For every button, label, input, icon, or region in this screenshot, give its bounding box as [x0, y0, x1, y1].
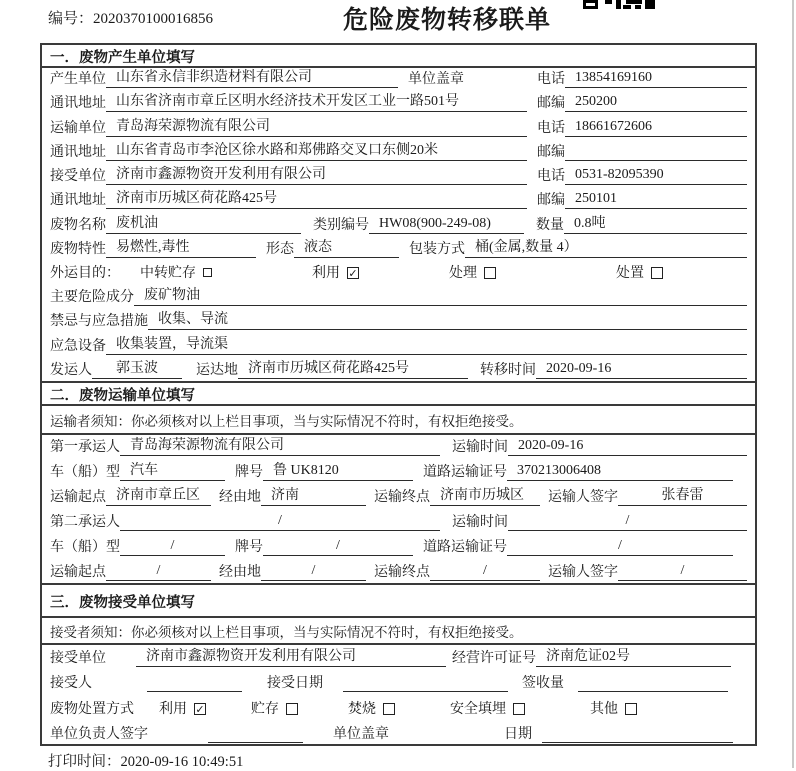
second-carrier-label: 第二承运人 [50, 515, 120, 530]
section1-body [42, 68, 755, 383]
second-vehicle-row [42, 535, 755, 560]
waste-property-row [42, 238, 755, 262]
transport-unit-label: 运输单位 [50, 120, 106, 136]
route-via2-value: / [261, 563, 366, 581]
purpose-option-transfer-storage [140, 262, 212, 282]
route-start-value: 济南市章丘区 [106, 484, 211, 506]
page-scan-edge [792, 0, 794, 768]
transport-zip-label: 邮编 [537, 144, 565, 160]
waste-code-label: 类别编号 [313, 217, 369, 233]
waste-name-value: 废机油 [106, 212, 301, 234]
receive-phone-label: 电话 [537, 169, 565, 185]
first-route-row [42, 485, 755, 510]
road-permit-value: 370213006408 [507, 463, 733, 481]
accept-date-label: 接受日期 [267, 676, 323, 691]
waste-name-label: 废物名称 [50, 217, 106, 233]
transport-address-value: 山东省青岛市李沧区徐水路和郑佛路交叉口东侧20米 [106, 139, 527, 161]
transport-time2-label: 运输时间 [452, 515, 508, 530]
license-value: 济南危证02号 [536, 645, 731, 667]
vehicle-type2-value: / [120, 538, 225, 556]
disposal-utilize-checkbox: ✓ [195, 702, 205, 716]
purpose-option-label: 利用 [312, 265, 340, 281]
transfer-form-table [40, 43, 757, 746]
purpose-option-treat [449, 262, 496, 282]
transport-purpose-row [42, 262, 755, 286]
receive-address-value: 济南市历城区荷花路425号 [106, 187, 527, 209]
waste-qty-value: 0.8吨 [564, 212, 747, 234]
route-via2-label: 经由地 [219, 565, 261, 580]
purpose-option-label: 中转贮存 [140, 265, 196, 281]
serial-number-line [48, 7, 213, 28]
producer-value: 山东省永信非织造材料有限公司 [106, 66, 398, 88]
producer-label: 产生单位 [50, 72, 106, 88]
receive-unit2-value: 济南市鑫源物资开发利用有限公司 [136, 645, 446, 667]
disposal-option-label: 焚烧 [348, 701, 376, 717]
disposal-option-label: 安全填埋 [450, 701, 506, 717]
first-vehicle-row [42, 460, 755, 485]
vehicle-type-value: 汽车 [120, 459, 225, 481]
purpose-option-dispose [616, 262, 663, 282]
first-carrier-value: 青岛海荣源物流有限公司 [120, 434, 440, 456]
transfer-storage-checkbox [203, 268, 212, 277]
vehicle-type-label: 车（船）型 [50, 465, 120, 480]
section1-header: 一．废物产生单位填写 [42, 45, 755, 68]
receive-zip-value: 250101 [565, 191, 747, 209]
transport-address-row [42, 141, 755, 165]
waste-code-value: HW08(900-249-08) [369, 216, 524, 234]
destination-value: 济南市历城区荷花路425号 [238, 357, 468, 379]
purpose-option-utilize [312, 262, 359, 282]
responsible-sign-row [42, 722, 755, 748]
producer-phone-label: 电话 [537, 72, 565, 88]
vehicle-type2-label: 车（船）型 [50, 540, 120, 555]
receive-zip-label: 邮编 [537, 193, 565, 209]
disposal-option-incinerate [348, 698, 395, 718]
license-label: 经营许可证号 [452, 650, 536, 666]
plate2-value: / [263, 538, 413, 556]
packing-value: 桶(金属,数量 4） [465, 236, 747, 258]
dispatcher-row [42, 359, 755, 383]
responsible-sign-label: 单位负责人签字 [50, 727, 148, 742]
receive-address-row [42, 189, 755, 213]
plate-value: 鲁 UK8120 [263, 459, 413, 481]
transport-phone-value: 18661672606 [565, 119, 747, 137]
destination-label: 运达地 [196, 362, 238, 378]
transport-unit-value: 青岛海荣源物流有限公司 [106, 115, 527, 137]
transfer-time-label: 转移时间 [480, 362, 536, 378]
purpose-option-label: 处理 [449, 265, 477, 281]
taboo-measures-row [42, 310, 755, 334]
route-start2-label: 运输起点 [50, 565, 106, 580]
date-value [542, 741, 733, 743]
section3-body [42, 645, 755, 747]
second-carrier-row [42, 510, 755, 535]
disposal-option-other [590, 698, 637, 718]
disposal-option-label: 其他 [590, 701, 618, 717]
page-title: 危险废物转移联单 [342, 7, 551, 34]
waste-property-label: 废物特性 [50, 241, 106, 257]
section2-header: 二．废物运输单位填写 [42, 383, 755, 406]
date-label: 日期 [504, 727, 532, 742]
waste-form-label: 形态 [266, 241, 294, 257]
transport-phone-label: 电话 [537, 120, 565, 136]
producer-zip-label: 邮编 [537, 96, 565, 112]
receive-unit2-row [42, 645, 755, 671]
receive-unit-row [42, 165, 755, 189]
hazard-component-row [42, 286, 755, 310]
waste-name-row [42, 213, 755, 237]
receipt-qty-value [578, 690, 728, 692]
carrier-sign-label: 运输人签字 [548, 490, 618, 505]
disposal-incinerate-checkbox [383, 703, 395, 715]
disposal-method-row [42, 696, 755, 722]
road-permit2-label: 道路运输证号 [423, 540, 507, 555]
road-permit-label: 道路运输证号 [423, 465, 507, 480]
transport-purpose-label: 外运目的： [50, 265, 120, 281]
waste-qty-label: 数量 [536, 217, 564, 233]
emergency-equipment-row [42, 334, 755, 358]
producer-address-row [42, 92, 755, 116]
second-route-row [42, 560, 755, 585]
disposal-option-utilize [159, 698, 206, 718]
receive-address-label: 通讯地址 [50, 193, 106, 209]
producer-address-label: 通讯地址 [50, 96, 106, 112]
disposal-other-checkbox [625, 703, 637, 715]
hazard-component-label: 主要危险成分 [50, 290, 134, 306]
disposal-storage-checkbox [286, 703, 298, 715]
dispatcher-value: 郭玉波 [92, 357, 182, 379]
route-end-label: 运输终点 [374, 490, 430, 505]
utilize-checkbox: ✓ [348, 266, 358, 280]
receive-unit2-label: 接受单位 [50, 650, 106, 666]
qr-code-fragment-icon [583, 0, 655, 10]
transport-address-label: 通讯地址 [50, 144, 106, 160]
emergency-equipment-value: 收集装置，导流渠 [106, 333, 747, 355]
second-carrier-value: / [120, 513, 440, 531]
disposal-landfill-checkbox [513, 703, 525, 715]
transport-zip-value [565, 159, 747, 161]
serial-number: 2020370100016856 [93, 11, 214, 27]
producer-row [42, 68, 755, 92]
print-time-value: 2020-09-16 10:49:51 [120, 754, 244, 770]
responsible-sign-value [208, 741, 303, 743]
producer-phone-value: 13854169160 [565, 70, 747, 88]
accept-date-value [343, 690, 508, 692]
plate-label: 牌号 [235, 465, 263, 480]
carrier-sign2-label: 运输人签字 [548, 565, 618, 580]
transport-time2-value: / [508, 513, 747, 531]
hazard-component-value: 废矿物油 [134, 284, 747, 306]
first-carrier-row [42, 435, 755, 460]
route-start-label: 运输起点 [50, 490, 106, 505]
receive-unit-value: 济南市鑫源物资开发利用有限公司 [106, 163, 527, 185]
section3-header: 三．废物接受单位填写 [42, 585, 755, 618]
disposal-option-storage [251, 698, 298, 718]
emergency-equipment-label: 应急设备 [50, 338, 106, 354]
carriers-block [42, 435, 755, 585]
plate2-label: 牌号 [235, 540, 263, 555]
packing-label: 包装方式 [409, 241, 465, 257]
receipt-qty-label: 签收量 [522, 676, 564, 691]
accept-row [42, 671, 755, 697]
disposal-option-label: 利用 [159, 701, 187, 717]
route-via-value: 济南 [261, 484, 366, 506]
dispose-checkbox [651, 267, 663, 279]
waste-property-value: 易燃性,毒性 [106, 236, 256, 258]
dispatcher-label: 发运人 [50, 362, 92, 378]
carrier-sign-value: 张春雷 [618, 484, 747, 506]
receive-phone-value: 0531-82095390 [565, 167, 747, 185]
route-via-label: 经由地 [219, 490, 261, 505]
unit-seal2-label: 单位盖章 [333, 727, 389, 742]
taboo-measures-value: 收集、导流 [148, 308, 747, 330]
transport-time-value: 2020-09-16 [508, 438, 747, 456]
receiver-notice: 接受者须知：你必须核对以上栏目事项，当与实际情况不符时，有权拒绝接受。 [42, 618, 755, 645]
accept-person-label: 接受人 [50, 676, 92, 691]
receive-unit-label: 接受单位 [50, 169, 106, 185]
transfer-time-value: 2020-09-16 [536, 361, 747, 379]
route-start2-value: / [106, 563, 211, 581]
disposal-option-label: 贮存 [251, 701, 279, 717]
accept-person-value [147, 690, 242, 692]
first-carrier-label: 第一承运人 [50, 440, 120, 455]
print-time-label: 打印时间： [48, 754, 121, 770]
taboo-measures-label: 禁忌与应急措施 [50, 314, 148, 330]
purpose-option-label: 处置 [616, 265, 644, 281]
disposal-option-landfill [450, 698, 525, 718]
road-permit2-value: / [507, 538, 733, 556]
treat-checkbox [484, 267, 496, 279]
transport-time-label: 运输时间 [452, 440, 508, 455]
producer-address-value: 山东省济南市章丘区明水经济技术开发区工业一路501号 [106, 90, 527, 112]
serial-label: 编号： [48, 11, 94, 27]
transport-unit-row [42, 116, 755, 140]
disposal-method-label: 废物处置方式 [50, 701, 134, 717]
waste-form-value: 液态 [294, 236, 399, 258]
transporter-notice: 运输者须知：你必须核对以上栏目事项，当与实际情况不符时，有权拒绝接受。 [42, 406, 755, 435]
producer-zip-value: 250200 [565, 94, 747, 112]
route-end-value: 济南市历城区 [430, 484, 540, 506]
carrier-sign2-value: / [618, 563, 747, 581]
route-end2-label: 运输终点 [374, 565, 430, 580]
route-end2-value: / [430, 563, 540, 581]
unit-seal-label: 单位盖章 [408, 72, 464, 88]
